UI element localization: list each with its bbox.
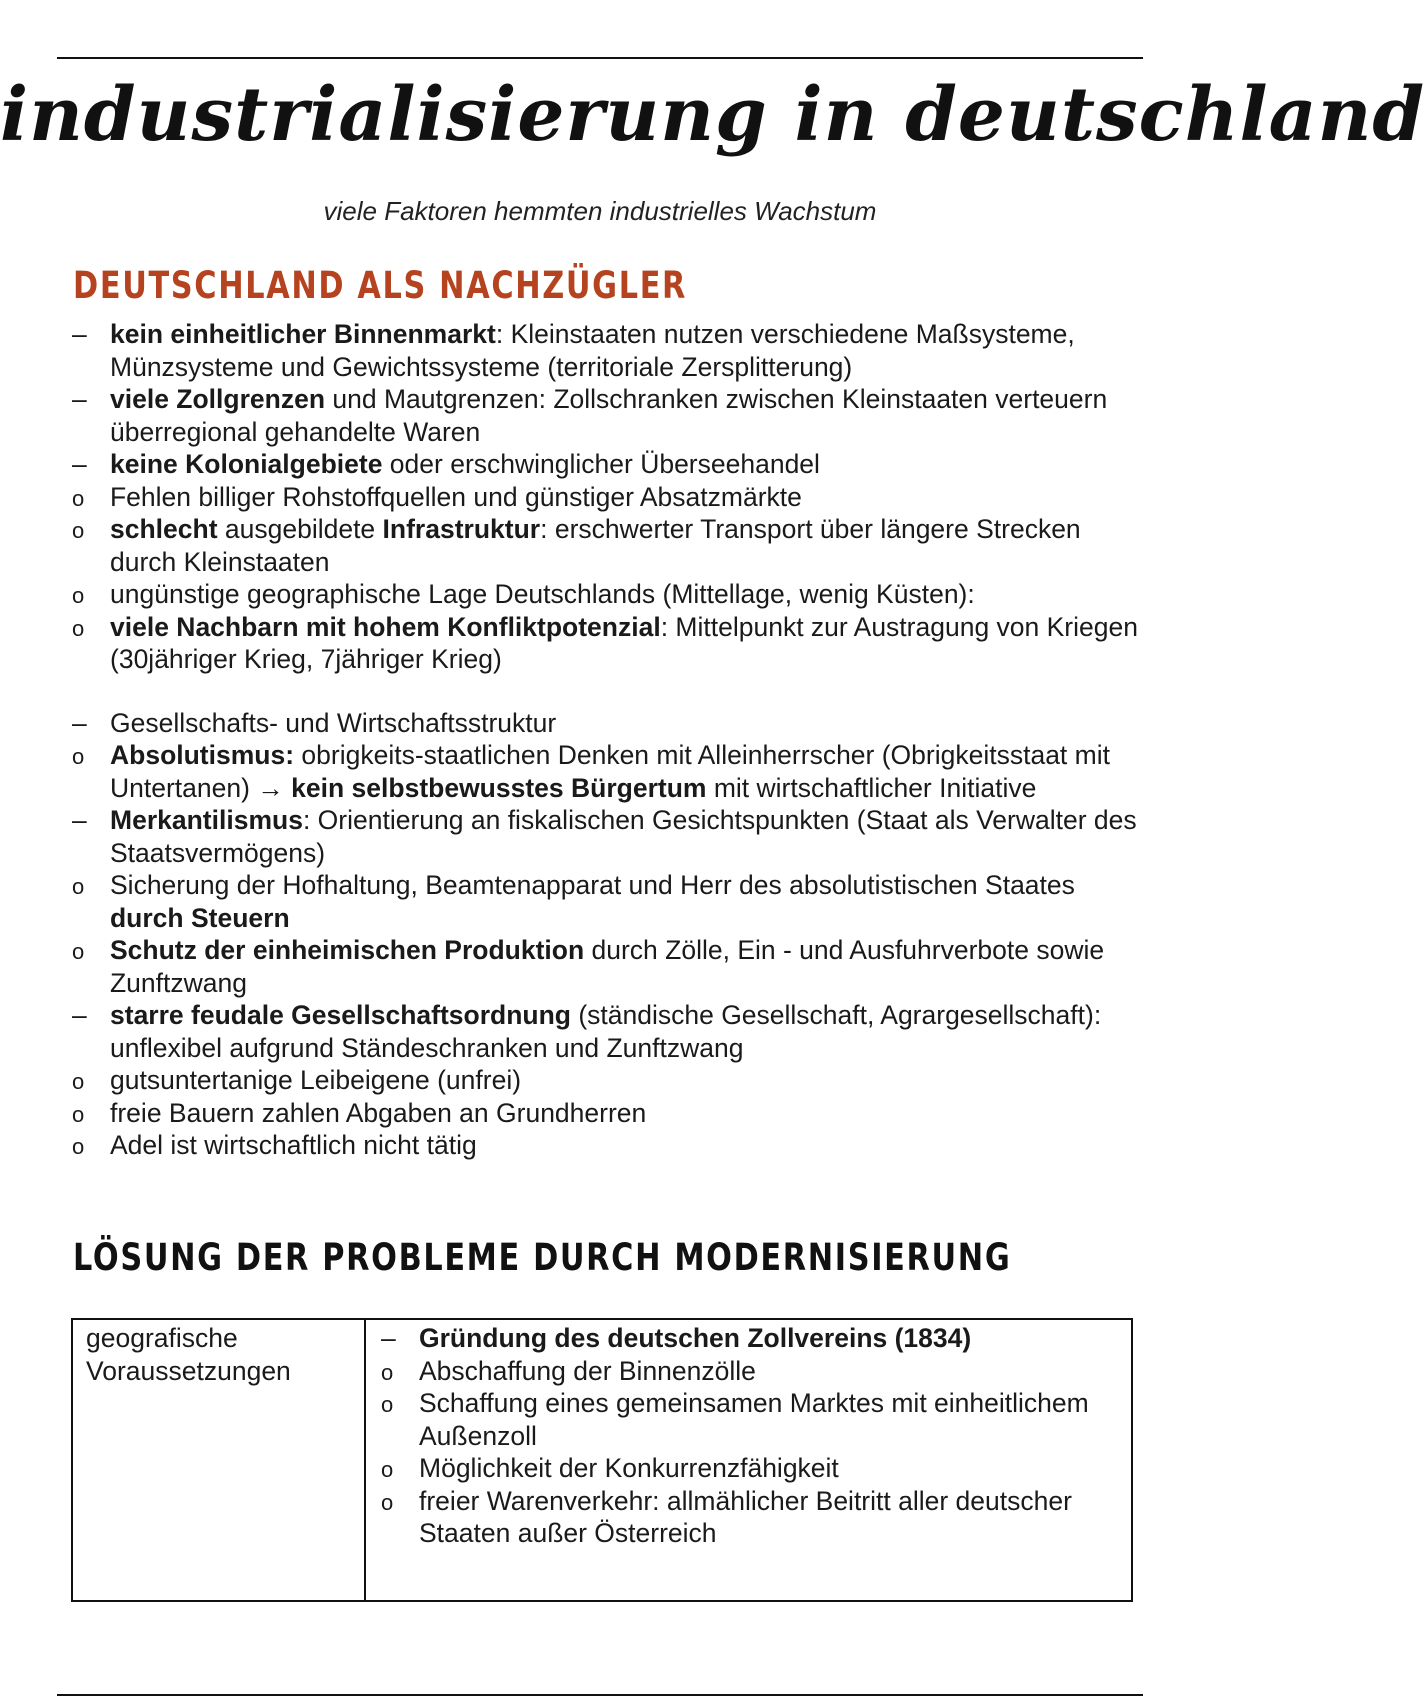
list-item: o Fehlen billiger Rohstoffquellen und günstiger Absatzmärkte bbox=[70, 481, 1150, 514]
list-item: o Schaffung eines gemeinsamen Marktes mit einheitlichem Außenzoll bbox=[379, 1387, 1119, 1452]
list-item: – Gesellschafts- und Wirtschaftsstruktur bbox=[70, 707, 1150, 740]
list-item: o Adel ist wirtschaftlich nicht tätig bbox=[70, 1129, 1150, 1162]
dash-bullet bbox=[72, 383, 102, 416]
list-item: – viele Zollgrenzen und Mautgrenzen: Zollschranken zwischen Kleinstaaten verteuern überregional gehandelte Waren bbox=[70, 383, 1150, 448]
circle-bullet bbox=[72, 934, 102, 969]
dash-bullet bbox=[72, 999, 102, 1032]
circle-bullet bbox=[72, 739, 102, 774]
list-item: o Sicherung der Hofhaltung, Beamtenapparat und Herr des absolutistischen Staates durch Steuern bbox=[70, 869, 1150, 934]
list-item: o viele Nachbarn mit hohem Konfliktpotenzial: Mittelpunkt zur Austragung von Kriegen (30jähriger Krieg, 7jähriger Krieg) bbox=[70, 611, 1150, 676]
circle-bullet bbox=[72, 513, 102, 548]
circle-bullet bbox=[72, 611, 102, 646]
circle-bullet bbox=[381, 1452, 411, 1487]
section-heading-nachzuegler: DEUTSCHLAND ALS NACHZÜGLER bbox=[73, 264, 688, 307]
list-item: o ungünstige geographische Lage Deutschlands (Mittellage, wenig Küsten): bbox=[70, 578, 1150, 611]
list-item: – kein einheitlicher Binnenmarkt: Kleinstaaten nutzen verschiedene Maßsysteme, Münzsysteme und Gewichtssysteme (territoriale Zersplitterung) bbox=[70, 318, 1150, 383]
list-item: o Möglichkeit der Konkurrenzfähigkeit bbox=[379, 1452, 1119, 1485]
list-item: – keine Kolonialgebiete oder erschwinglicher Überseehandel bbox=[70, 448, 1150, 481]
table-divider bbox=[364, 1320, 366, 1600]
list-item: – Merkantilismus: Orientierung an fiskalischen Gesichtspunkten (Staat als Verwalter des Staatsvermögens) bbox=[70, 804, 1150, 869]
circle-bullet bbox=[381, 1387, 411, 1422]
page-title: industrialisierung in deutschland bbox=[0, 72, 1425, 158]
circle-bullet bbox=[381, 1485, 411, 1520]
list-item: o Abschaffung der Binnenzölle bbox=[379, 1355, 1119, 1388]
list-item: o Schutz der einheimischen Produktion durch Zölle, Ein - und Ausfuhrverbote sowie Zunftzwang bbox=[70, 934, 1150, 999]
list-item: o schlecht ausgebildete Infrastruktur: erschwerter Transport über längere Strecken durch Kleinstaaten bbox=[70, 513, 1150, 578]
circle-bullet bbox=[72, 1097, 102, 1132]
circle-bullet bbox=[72, 1129, 102, 1164]
section-heading-loesung: LÖSUNG DER PROBLEME DURCH MODERNISIERUNG bbox=[73, 1236, 1012, 1279]
page-subtitle: viele Faktoren hemmten industrielles Wachstum bbox=[323, 196, 877, 226]
table-right-list bbox=[379, 1322, 1119, 1550]
dash-bullet bbox=[72, 448, 102, 481]
dash-bullet bbox=[72, 318, 102, 351]
circle-bullet bbox=[381, 1355, 411, 1390]
solution-table bbox=[71, 1318, 1133, 1602]
circle-bullet bbox=[72, 1064, 102, 1099]
nachzuegler-list bbox=[70, 318, 1150, 1162]
circle-bullet bbox=[72, 578, 102, 613]
circle-bullet bbox=[72, 481, 102, 516]
list-item: o freier Warenverkehr: allmählicher Beitritt aller deutscher Staaten außer Österreich bbox=[379, 1485, 1119, 1550]
list-item: o gutsuntertanige Leibeigene (unfrei) bbox=[70, 1064, 1150, 1097]
circle-bullet bbox=[72, 869, 102, 904]
list-item: o Absolutismus: obrigkeits-staatlichen Denken mit Alleinherrscher (Obrigkeitsstaat mit Untertanen) → kein selbstbewusstes Bürgertum mit wirtschaftlicher Initiative bbox=[70, 739, 1150, 804]
dash-bullet bbox=[72, 707, 102, 740]
bottom-rule bbox=[57, 1694, 1143, 1696]
list-item: o freie Bauern zahlen Abgaben an Grundherren bbox=[70, 1097, 1150, 1130]
list-item: – Gründung des deutschen Zollvereins (1834) bbox=[379, 1322, 1119, 1355]
list-item: – starre feudale Gesellschaftsordnung (ständische Gesellschaft, Agrargesellschaft): unflexibel aufgrund Ständeschranken und Zunftzwang bbox=[70, 999, 1150, 1064]
dash-bullet bbox=[72, 804, 102, 837]
top-rule bbox=[57, 57, 1143, 59]
dash-bullet bbox=[381, 1322, 411, 1355]
table-left-cell: geografische Voraussetzungen bbox=[86, 1323, 291, 1386]
